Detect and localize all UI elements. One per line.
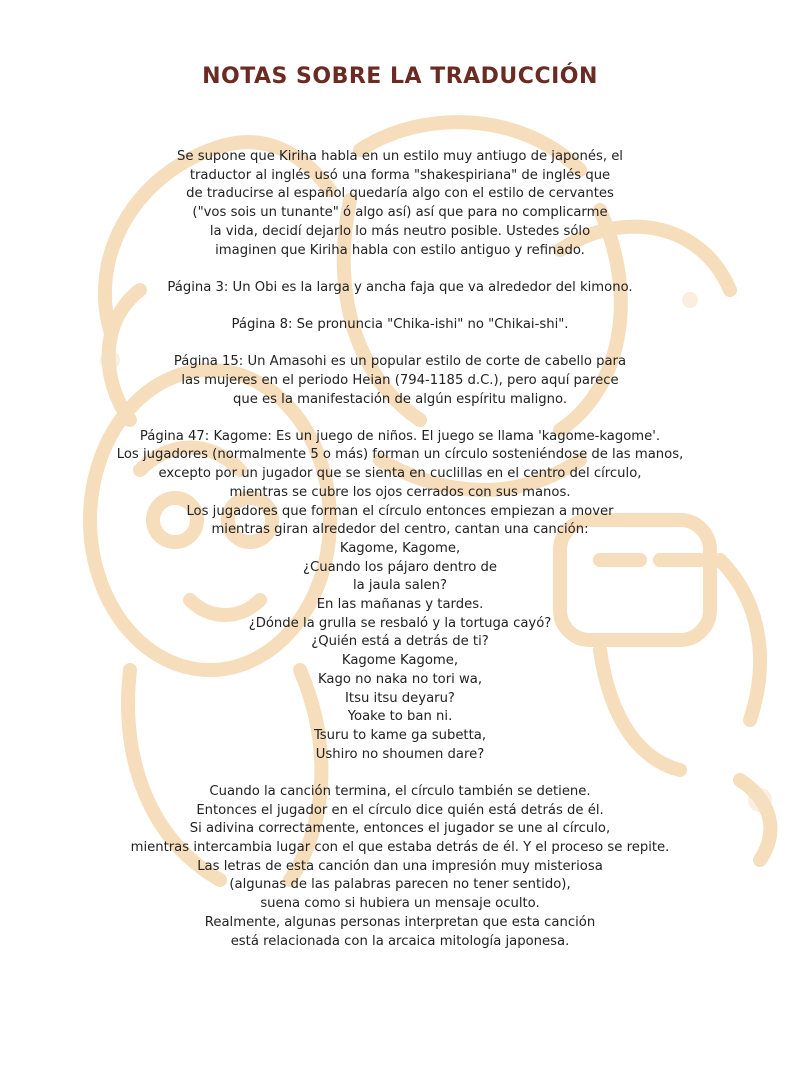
closing-line: Realmente, algunas personas interpretan que esta canción (204, 914, 596, 930)
song-line: Ushiro no shoumen dare? (315, 746, 485, 762)
closing-line: (algunas de las palabras parecen no tener sentido), (229, 877, 571, 893)
page-title: NOTAS SOBRE LA TRADUCCIÓN (202, 64, 598, 89)
note-line: Los jugadores (normalmente 5 o más) forman un círculo sosteniéndose de las manos, (116, 447, 684, 463)
closing-line: Entonces el jugador en el círculo dice quién está detrás de él. (196, 802, 604, 818)
closing-line: Si adivina correctamente, entonces el jugador se une al círculo, (189, 821, 611, 837)
song-line: Tsuru to kame ga subetta, (313, 727, 487, 743)
note-label: Página 47: (139, 428, 210, 444)
closing-line: mientras intercambia lugar con el que estaba detrás de él. Y el proceso se repite. (130, 840, 670, 855)
note-line: mientras giran alrededor del centro, cantan una canción: (211, 522, 589, 538)
translation-notes (60, 148, 740, 951)
intro-paragraph (60, 148, 740, 260)
intro-line: traductor al inglés usó una forma "shakespiriana" de inglés que (189, 167, 611, 183)
intro-line: Se supone que Kiriha habla en un estilo muy antiugo de japonés, el (177, 149, 623, 164)
note-label: Página 15: (173, 354, 244, 370)
note-text: Un Obi es la larga y ancha faja que va alrededor del kimono. (232, 279, 633, 295)
song-line: ¿Cuando los pájaro dentro de (303, 559, 497, 575)
note-page-8 (60, 316, 740, 335)
song-line: Itsu itsu deyaru? (345, 690, 455, 706)
closing-line: suena como si hubiera un mensaje oculto. (260, 896, 540, 912)
note-text: Kagome: Es un juego de niños. El juego se llama 'kagome-kagome'. (213, 428, 661, 444)
intro-line: la vida, decidí dejarlo lo más neutro posible. Ustedes sólo (209, 223, 591, 239)
note-text: Se pronuncia "Chika-ishi" no "Chikai-shi". (296, 316, 569, 332)
song-line: Kago no naka no tori wa, (317, 671, 483, 687)
intro-line: de traducirse al español quedaría algo con el estilo de cervantes (186, 186, 614, 202)
note-line: excepto por un jugador que se sienta en cuclillas en el centro del círculo, (158, 466, 642, 482)
song-line: En las mañanas y tardes. (316, 597, 484, 613)
song-line: la jaula salen? (352, 578, 448, 594)
note-line: Los jugadores que forman el círculo entonces empiezan a mover (186, 503, 614, 519)
intro-line: ("vos sois un tunante" ó algo así) así que para no complicarme (192, 205, 608, 221)
closing-line: Las letras de esta canción dan una impresión muy misteriosa (197, 858, 603, 874)
closing-line: está relacionada con la arcaica mitología japonesa. (230, 933, 570, 949)
song-line: ¿Quién está a detrás de ti? (311, 634, 489, 650)
note-page-3 (60, 279, 740, 298)
note-page-15 (60, 353, 740, 409)
song-line: Kagome, Kagome, (339, 540, 461, 556)
note-line: mientras se cubre los ojos cerrados con sus manos. (229, 484, 571, 500)
song-line: Kagome Kagome, (341, 653, 459, 669)
intro-line: imaginen que Kiriha habla con estilo antiguo y refinado. (215, 242, 585, 258)
song-line: ¿Dónde la grulla se resbaló y la tortuga cayó? (248, 615, 552, 631)
note-label: Página 8: (231, 316, 293, 332)
note-line: que es la manifestación de algún espíritu maligno. (232, 391, 568, 407)
closing-line: Cuando la canción termina, el círculo también se detiene. (209, 783, 591, 799)
note-page-47 (60, 428, 740, 765)
note-line: las mujeres en el periodo Heian (794-1185 d.C.), pero aquí parece (181, 372, 619, 388)
note-label: Página 3: (167, 279, 229, 295)
note-text: Un Amasohi es un popular estilo de corte de cabello para (247, 354, 627, 370)
closing-paragraph (60, 783, 740, 951)
song-line: Yoake to ban ni. (347, 709, 453, 725)
